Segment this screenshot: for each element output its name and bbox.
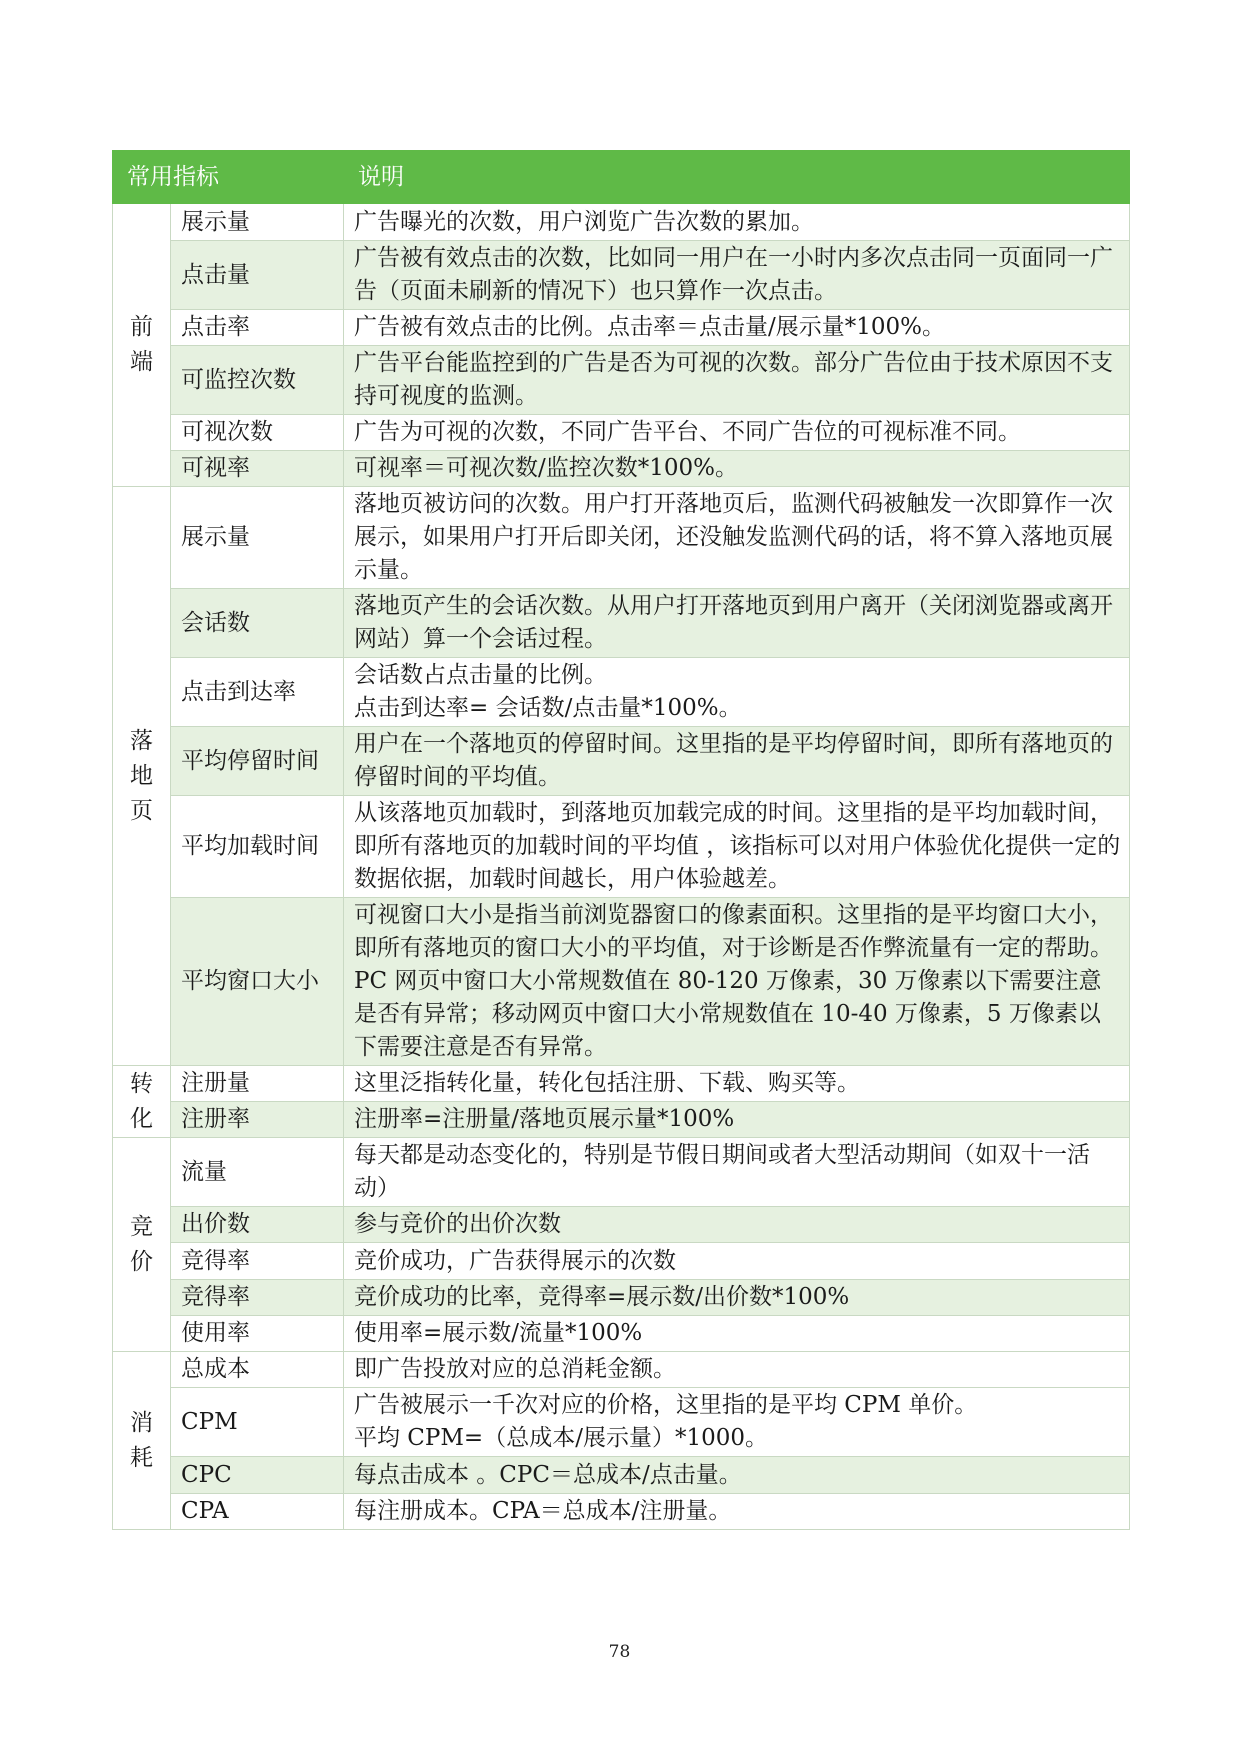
table-row [113,204,1130,241]
group-label-char: 竞 [130,1213,153,1240]
group-label-char: 消 [130,1409,153,1436]
metric-description: 使用率=展示数/流量*100% [344,1316,1130,1352]
group-label-char: 化 [130,1105,153,1132]
metric-name: 展示量 [171,204,344,241]
metric-name: CPA [171,1494,344,1530]
table-row [113,1207,1130,1243]
metric-name: 展示量 [171,487,344,589]
table-row [113,1243,1130,1280]
metric-name: 平均加载时间 [171,796,344,898]
metric-description: 参与竞价的出价次数 [344,1207,1130,1243]
table-row [113,1388,1130,1457]
table-row [113,487,1130,589]
metric-name: 可视率 [171,451,344,487]
group-label-char: 价 [130,1248,153,1275]
group-label [113,1352,171,1530]
group-label-char: 前 [130,314,153,340]
group-label-char: 耗 [130,1444,153,1471]
metrics-table [112,150,1130,1530]
metric-description: 广告被有效点击的次数，比如同一用户在一小时内多次点击同一页面同一广告（页面未刷新的情况下）也只算作一次点击。 [344,241,1130,310]
group-label-char: 落 [130,727,153,754]
metric-name: 竞得率 [171,1280,344,1316]
table-row [113,1066,1130,1102]
table-row [113,796,1130,898]
metric-name: 注册量 [171,1066,344,1102]
metric-description: 落地页被访问的次数。用户打开落地页后，监测代码被触发一次即算作一次展示，如果用户打开后即关闭，还没触发监测代码的话，将不算入落地页展示量。 [344,487,1130,589]
metric-description: 可视窗口大小是指当前浏览器窗口的像素面积。这里指的是平均窗口大小，即所有落地页的窗口大小的平均值，对于诊断是否作弊流量有一定的帮助。PC 网页中窗口大小常规数值在 80-120 万像素，30 万像素以下需要注意是否有异常；移动网页中窗口大小常规数值在 10-40 万像素，5 万像素以下需要注意是否有异常。 [344,898,1130,1066]
table-row [113,451,1130,487]
metric-description: 广告平台能监控到的广告是否为可视的次数。部分广告位由于技术原因不支持可视度的监测。 [344,346,1130,415]
metric-description: 这里泛指转化量，转化包括注册、下载、购买等。 [344,1066,1130,1102]
table-row [113,1316,1130,1352]
metric-description: 每天都是动态变化的，特别是节假日期间或者大型活动期间（如双十一活动） [344,1138,1130,1207]
metric-name: 使用率 [171,1316,344,1352]
group-label [113,204,171,487]
table-row [113,1494,1130,1530]
page-number: 78 [608,1642,631,1662]
table-row [113,1352,1130,1388]
metric-name: 点击率 [171,310,344,346]
table-row [113,310,1130,346]
metric-description: 用户在一个落地页的停留时间。这里指的是平均停留时间，即所有落地页的停留时间的平均值。 [344,727,1130,796]
metric-name: 可监控次数 [171,346,344,415]
metric-description: 注册率=注册量/落地页展示量*100% [344,1102,1130,1138]
group-label [113,1066,171,1138]
group-label-char: 端 [130,349,153,375]
metric-name: 会话数 [171,589,344,658]
metric-name: 可视次数 [171,415,344,451]
metric-name: 竞得率 [171,1243,344,1280]
metric-name: 平均窗口大小 [171,898,344,1066]
table-row [113,1138,1130,1207]
table-header [113,151,1130,204]
table-row [113,898,1130,1066]
table-row [113,658,1130,727]
group-label-char: 地 [130,762,153,789]
table-row [113,1102,1130,1138]
metric-description: 广告曝光的次数，用户浏览广告次数的累加。 [344,204,1130,241]
metric-description: 即广告投放对应的总消耗金额。 [344,1352,1130,1388]
table-row [113,1280,1130,1316]
metric-name: 出价数 [171,1207,344,1243]
table-row [113,1457,1130,1494]
metric-description: 广告被展示一千次对应的价格，这里指的是平均 CPM 单价。 平均 CPM=（总成本/展示量）*1000。 [344,1388,1130,1457]
metric-name: 流量 [171,1138,344,1207]
group-label [113,1138,171,1352]
group-label-char: 转 [130,1070,153,1097]
header-description: 说明 [344,151,1130,204]
table-body [113,204,1130,1530]
metric-description: 广告被有效点击的比例。点击率＝点击量/展示量*100%。 [344,310,1130,346]
metric-name: 点击量 [171,241,344,310]
table-row [113,727,1130,796]
metric-name: CPC [171,1457,344,1494]
metric-name: CPM [171,1388,344,1457]
metric-description: 每注册成本。CPA＝总成本/注册量。 [344,1494,1130,1530]
table-row [113,241,1130,310]
metric-description: 会话数占点击量的比例。 点击到达率= 会话数/点击量*100%。 [344,658,1130,727]
metric-description: 竞价成功，广告获得展示的次数 [344,1243,1130,1280]
metric-description: 广告为可视的次数，不同广告平台、不同广告位的可视标准不同。 [344,415,1130,451]
metric-name: 点击到达率 [171,658,344,727]
group-label-char: 页 [130,797,153,824]
metric-description: 竞价成功的比率，竞得率=展示数/出价数*100% [344,1280,1130,1316]
table-row [113,589,1130,658]
metric-name: 总成本 [171,1352,344,1388]
metric-name: 平均停留时间 [171,727,344,796]
metric-description: 落地页产生的会话次数。从用户打开落地页到用户离开（关闭浏览器或离开网站）算一个会话过程。 [344,589,1130,658]
table-row [113,415,1130,451]
metric-description: 可视率＝可视次数/监控次数*100%。 [344,451,1130,487]
table-row [113,346,1130,415]
header-row [113,151,1130,204]
metric-description: 从该落地页加载时，到落地页加载完成的时间。这里指的是平均加载时间，即所有落地页的加载时间的平均值 ，该指标可以对用户体验优化提供一定的数据依据，加载时间越长，用户体验越差。 [344,796,1130,898]
metric-name: 注册率 [171,1102,344,1138]
metric-description: 每点击成本 。CPC＝总成本/点击量。 [344,1457,1130,1494]
header-metric: 常用指标 [113,151,344,204]
group-label [113,487,171,1066]
